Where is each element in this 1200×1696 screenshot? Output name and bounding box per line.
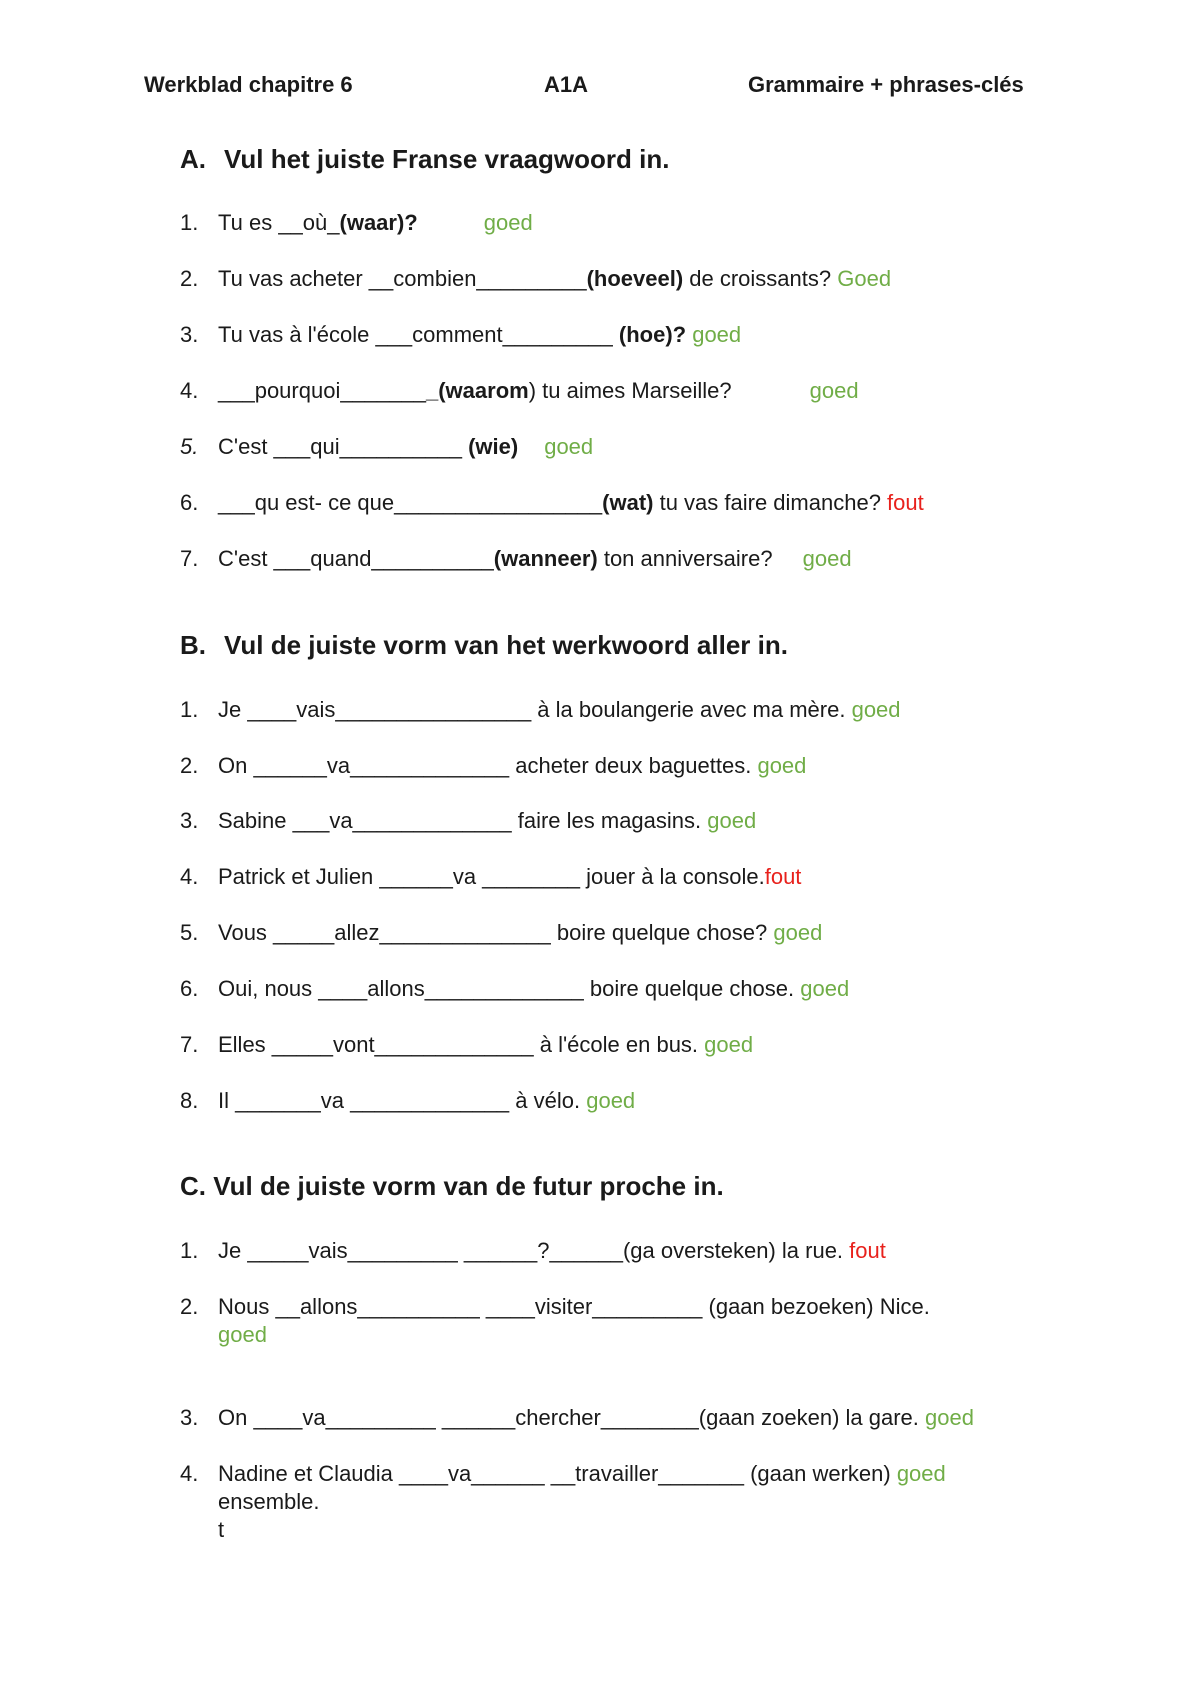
item-text: C'est ___qui__________ (218, 434, 469, 459)
list-item (180, 545, 852, 573)
item-hint: (wat) (602, 490, 654, 515)
list-item (180, 1293, 930, 1349)
item-number: 2. (180, 753, 199, 778)
item-text: Sabine ___va_____________ faire les magasins. (218, 808, 708, 833)
section-title-text: Vul de juiste vorm van de futur proche in. (213, 1171, 724, 1201)
list-item (180, 696, 901, 724)
item-text-after: ton anniversaire? (597, 546, 773, 571)
item-hint: (wie) (468, 434, 519, 459)
item-text: Patrick et Julien ______va ________ jouer à la console. (218, 864, 765, 889)
list-item (180, 209, 533, 237)
list-item (180, 377, 859, 405)
item-number: 1. (180, 1238, 199, 1263)
item-text: Il _______va _____________ à vélo. (218, 1088, 587, 1113)
grade-mark: goed (483, 210, 533, 235)
item-text-after: ) tu aimes Marseille? (528, 378, 732, 403)
item-number: 7. (180, 1032, 199, 1057)
grade-mark: fout (849, 1238, 886, 1263)
grade-mark: goed (809, 378, 859, 403)
item-text: Vous _____allez______________ boire quelque chose? (218, 920, 774, 945)
item-text: Oui, nous ____allons_____________ boire quelque chose. (218, 976, 801, 1001)
item-number: 4. (180, 1461, 199, 1486)
list-item (180, 863, 801, 891)
item-number: 3. (180, 1405, 199, 1430)
section-title-text: Vul de juiste vorm van het werkwoord aller in. (224, 630, 788, 660)
item-number: 3. (180, 808, 199, 833)
grade-mark: goed (896, 1461, 946, 1486)
item-number: 2. (180, 266, 199, 291)
grade-mark: Goed (837, 266, 892, 291)
grade-mark: goed (851, 697, 901, 722)
item-number: 6. (180, 976, 199, 1001)
item-hint: (waar)? (339, 210, 418, 235)
header-right: Grammaire + phrases-clés (748, 72, 1024, 97)
item-text: Tu es __où_ (218, 210, 340, 235)
item-number: 5. (180, 434, 199, 459)
list-item (180, 1031, 753, 1059)
item-number: 1. (180, 697, 199, 722)
list-item (180, 489, 924, 517)
item-text-continuation: t (218, 1517, 225, 1542)
item-hint: _(waarom (425, 378, 529, 403)
grade-mark: goed (218, 1322, 267, 1347)
grade-mark: fout (764, 864, 802, 889)
item-text: ___qu est- ce que_________________ (218, 490, 603, 515)
item-text-after: tu vas faire dimanche? (653, 490, 888, 515)
list-item (180, 975, 849, 1003)
list-item (180, 321, 741, 349)
list-item (180, 1404, 974, 1432)
section-b-title (180, 630, 788, 661)
list-item (180, 265, 891, 293)
list-item (180, 1460, 946, 1544)
grade-mark: goed (704, 1032, 754, 1057)
grade-mark: fout (887, 490, 924, 515)
item-text: Nadine et Claudia ____va______ __travailler_______ (gaan werken) (218, 1461, 897, 1486)
item-text-continuation: ensemble. (218, 1489, 320, 1514)
item-text: Tu vas acheter __combien_________ (218, 266, 587, 291)
list-item (180, 1087, 635, 1115)
section-letter: C. (180, 1171, 206, 1201)
item-text: Elles _____vont_____________ à l'école en bus. (218, 1032, 705, 1057)
item-number: 4. (180, 378, 199, 403)
item-number: 2. (180, 1294, 199, 1319)
grade-mark: goed (757, 753, 807, 778)
grade-mark: goed (802, 546, 852, 571)
item-text: ___pourquoi_______ (218, 378, 426, 403)
header-mid: A1A (544, 72, 589, 97)
grade-mark: goed (544, 434, 594, 459)
item-text: Je ____vais________________ à la boulangerie avec ma mère. (218, 697, 852, 722)
section-letter: B. (180, 630, 206, 660)
grade-mark: goed (800, 976, 850, 1001)
item-hint: (wanneer) (493, 546, 598, 571)
item-hint: (hoeveel) (586, 266, 684, 291)
section-letter: A. (180, 144, 206, 174)
section-c-title (180, 1171, 724, 1202)
item-text: Tu vas à l'école ___comment_________ (218, 322, 619, 347)
item-number: 1. (180, 210, 199, 235)
item-number: 8. (180, 1088, 199, 1113)
list-item (180, 752, 806, 780)
section-a-title (180, 144, 669, 175)
item-hint: (hoe)? (618, 322, 687, 347)
item-number: 5. (180, 920, 199, 945)
grade-mark: goed (707, 808, 757, 833)
item-number: 6. (180, 490, 199, 515)
list-item (180, 1237, 886, 1265)
list-item (180, 807, 756, 835)
header-left: Werkblad chapitre 6 (144, 72, 353, 97)
item-text-after: de croissants? (683, 266, 838, 291)
section-title-text: Vul het juiste Franse vraagwoord in. (224, 144, 670, 174)
item-text: Je _____vais_________ ______?______(ga oversteken) la rue. (218, 1238, 850, 1263)
grade-mark: goed (692, 322, 742, 347)
item-text: On ____va_________ ______chercher________(gaan zoeken) la gare. (218, 1405, 926, 1430)
item-text: C'est ___quand__________ (218, 546, 494, 571)
grade-mark: goed (925, 1405, 974, 1430)
list-item (180, 919, 822, 947)
item-text: On ______va_____________ acheter deux baguettes. (218, 753, 758, 778)
grade-mark: goed (773, 920, 823, 945)
item-number: 4. (180, 864, 199, 889)
item-number: 7. (180, 546, 199, 571)
item-number: 3. (180, 322, 199, 347)
list-item (180, 433, 593, 461)
grade-mark: goed (586, 1088, 636, 1113)
item-text: Nous __allons__________ ____visiter_________ (gaan bezoeken) Nice. (218, 1294, 930, 1319)
